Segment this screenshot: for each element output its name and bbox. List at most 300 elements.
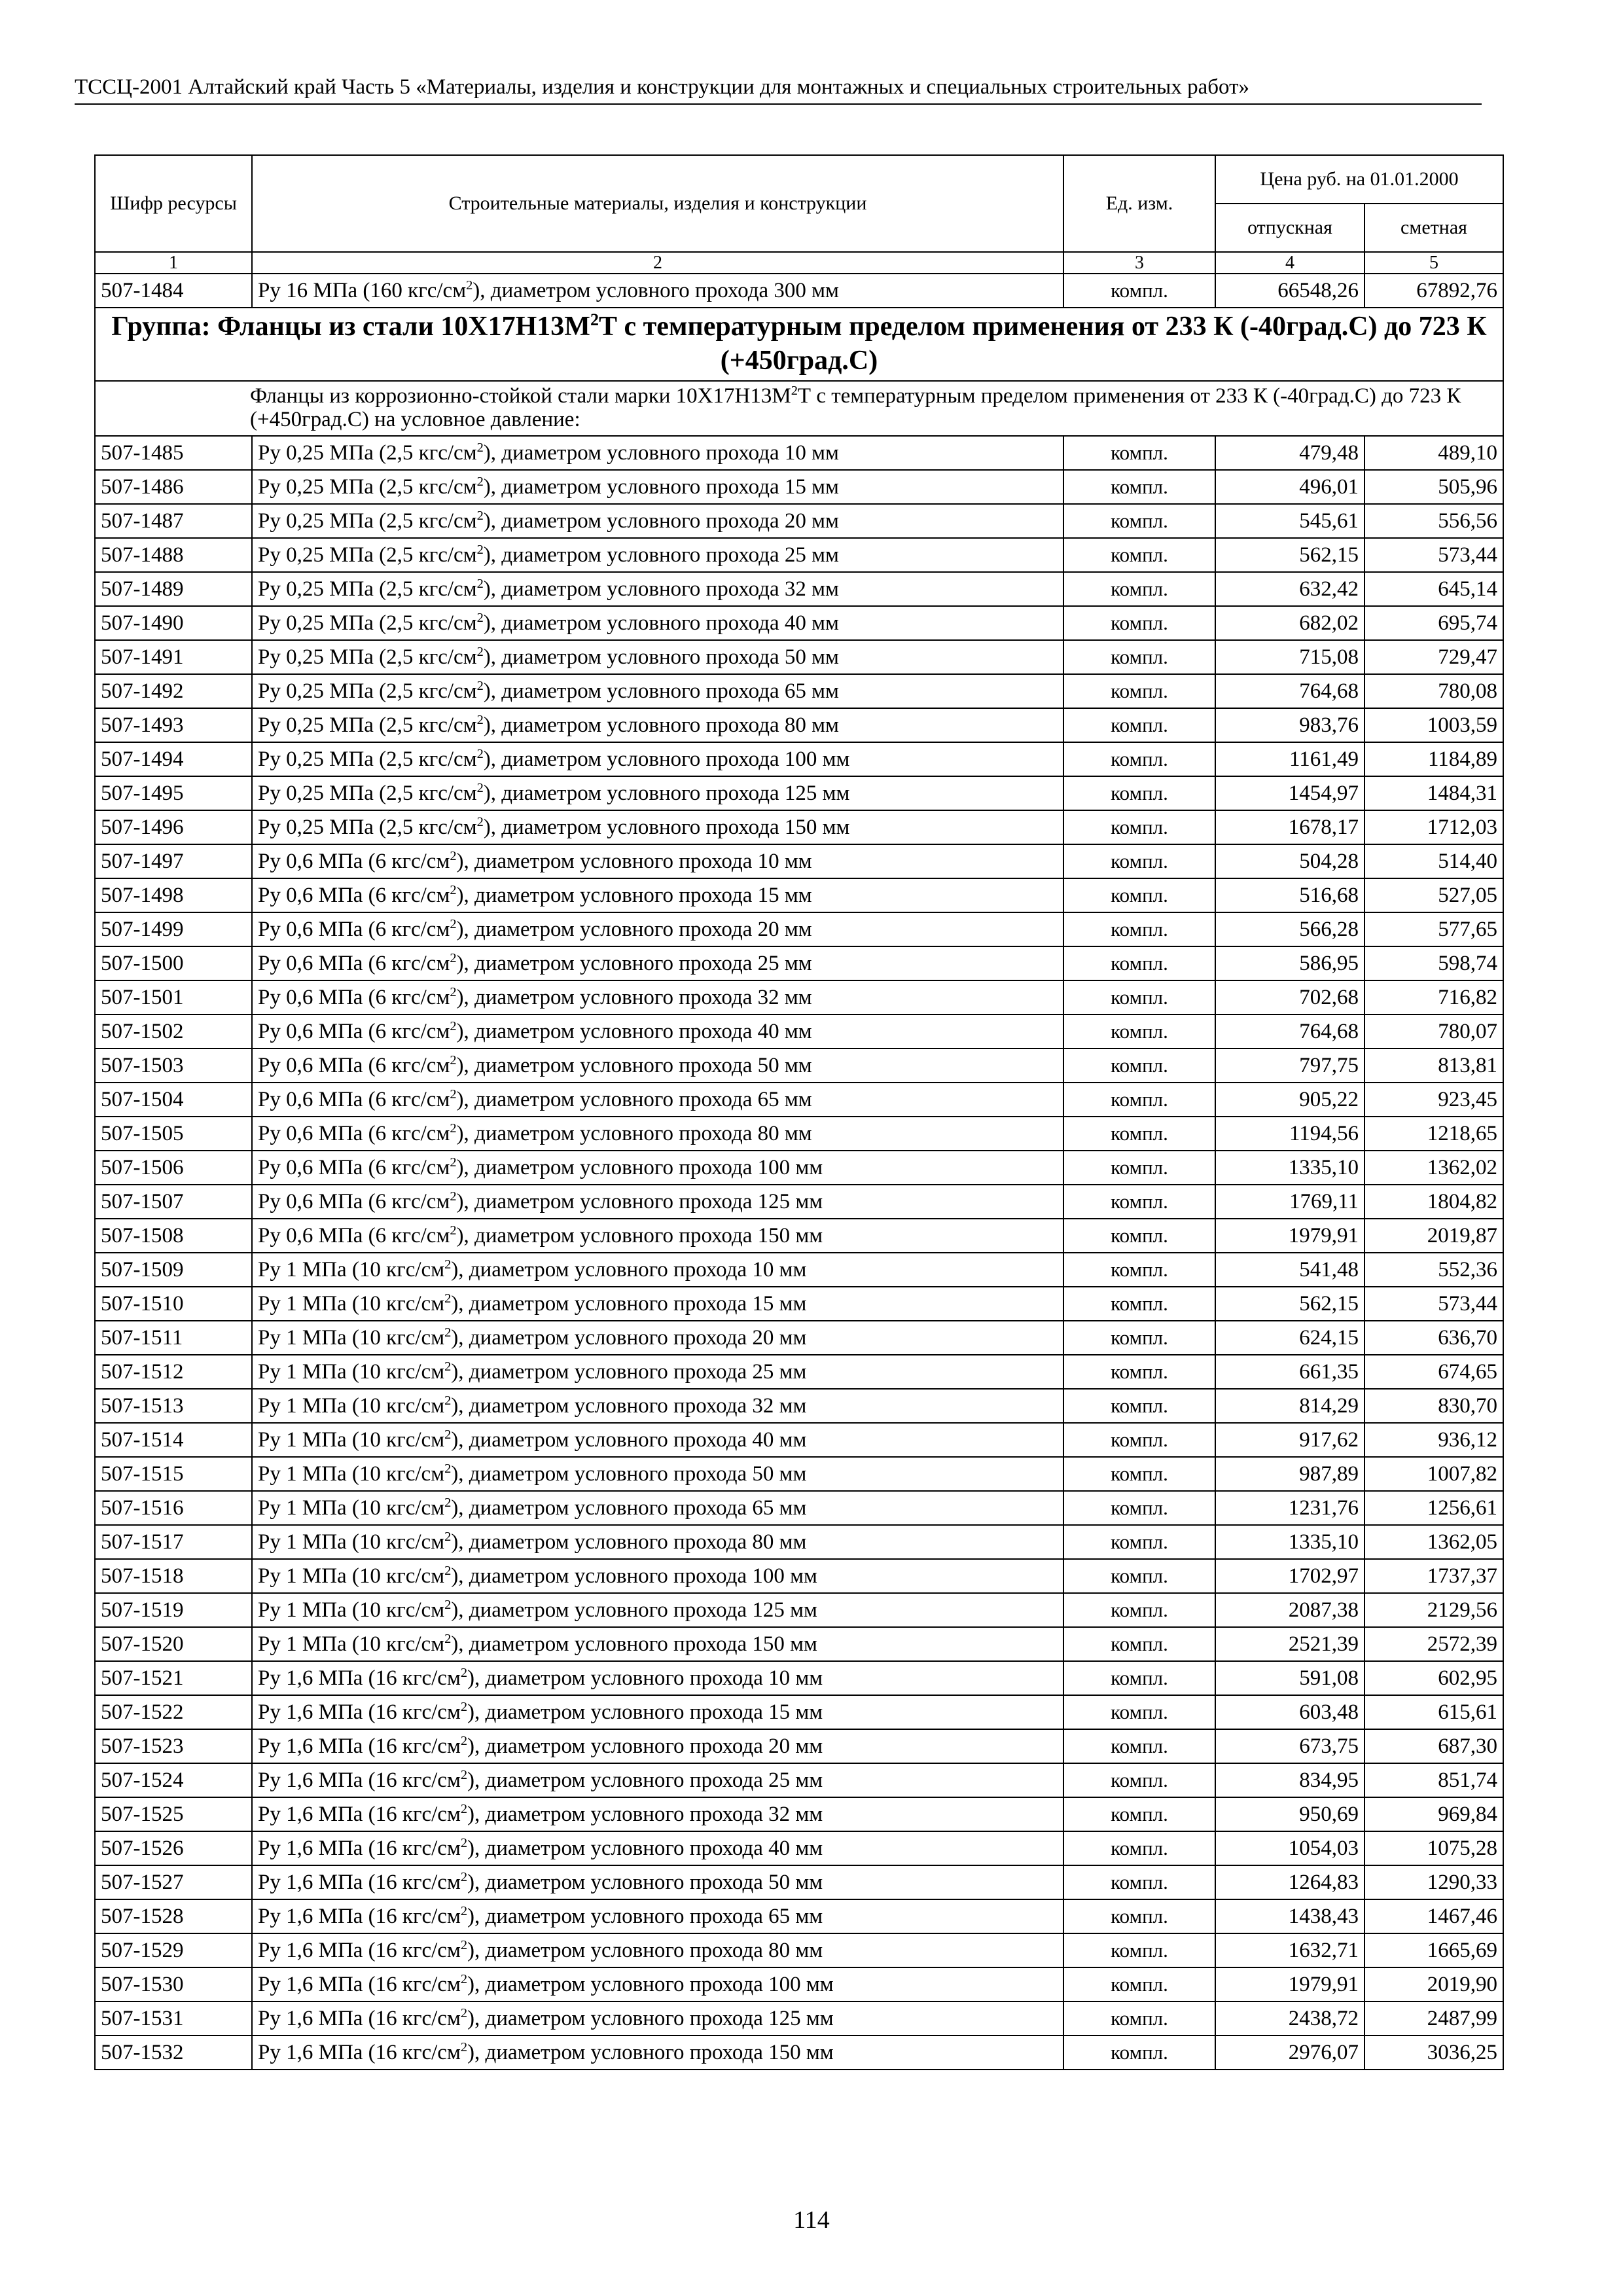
release-price: 715,08 (1215, 640, 1364, 674)
release-price: 66548,26 (1215, 274, 1364, 308)
resource-code: 507-1509 (95, 1253, 252, 1287)
release-price: 2087,38 (1215, 1593, 1364, 1627)
release-price: 673,75 (1215, 1729, 1364, 1763)
release-price: 2438,72 (1215, 2001, 1364, 2036)
table-row (95, 470, 1503, 504)
resource-code: 507-1485 (95, 436, 252, 470)
unit: компл. (1063, 1899, 1215, 1933)
resource-code: 507-1521 (95, 1661, 252, 1695)
table-row (95, 742, 1503, 776)
resource-code: 507-1506 (95, 1151, 252, 1185)
material-name: Ру 0,6 МПа (6 кгс/$см^2$), диаметром условного прохода 25 мм (252, 946, 1063, 980)
header-rule (75, 103, 1482, 105)
material-name: Ру 0,6 МПа (6 кгс/$см^2$), диаметром условного прохода 20 мм (252, 912, 1063, 946)
material-name: Ру 0,25 МПа (2,5 кгс/$см^2$), диаметром условного прохода 32 мм (252, 572, 1063, 606)
resource-code: 507-1530 (95, 1967, 252, 2001)
release-price: 624,15 (1215, 1321, 1364, 1355)
unit: компл. (1063, 640, 1215, 674)
resource-code: 507-1500 (95, 946, 252, 980)
material-name: Ру 1,6 МПа (16 кгс/$см^2$), диаметром условного прохода 20 мм (252, 1729, 1063, 1763)
unit: компл. (1063, 1185, 1215, 1219)
release-price: 2976,07 (1215, 2036, 1364, 2070)
document-header: ТССЦ-2001 Алтайский край Часть 5 «Материалы, изделия и конструкции для монтажных и специальных строительных работ» (75, 75, 1250, 99)
material-name: Ру 1,6 МПа (16 кгс/$см^2$), диаметром условного прохода 100 мм (252, 1967, 1063, 2001)
material-name: Ру 1,6 МПа (16 кгс/$см^2$), диаметром условного прохода 150 мм (252, 2036, 1063, 2070)
estimate-price: 1075,28 (1364, 1831, 1503, 1865)
material-name: Ру 1,6 МПа (16 кгс/$см^2$), диаметром условного прохода 80 мм (252, 1933, 1063, 1967)
unit: компл. (1063, 1695, 1215, 1729)
material-name: Ру 1 МПа (10 кгс/$см^2$), диаметром условного прохода 50 мм (252, 1457, 1063, 1491)
unit: компл. (1063, 1797, 1215, 1831)
estimate-price: 2019,87 (1364, 1219, 1503, 1253)
resource-code: 507-1531 (95, 2001, 252, 2036)
unit: компл. (1063, 1355, 1215, 1389)
unit: компл. (1063, 1219, 1215, 1253)
resource-code: 507-1523 (95, 1729, 252, 1763)
unit: компл. (1063, 776, 1215, 810)
release-price: 1264,83 (1215, 1865, 1364, 1899)
group-title-row (95, 308, 1503, 381)
release-price: 562,15 (1215, 1287, 1364, 1321)
resource-code: 507-1519 (95, 1593, 252, 1627)
estimate-price: 1737,37 (1364, 1559, 1503, 1593)
group-intro: Фланцы из коррозионно-стойкой стали марки $10Х17Н13М^2Т$ с температурным пределом применения от 233 К (-40град.С) до 723 К (+450град.С) на условное давление: (95, 381, 1503, 436)
estimate-price: 830,70 (1364, 1389, 1503, 1423)
table-row (95, 1287, 1503, 1321)
release-price: 496,01 (1215, 470, 1364, 504)
unit: компл. (1063, 1117, 1215, 1151)
estimate-price: 573,44 (1364, 538, 1503, 572)
material-name: Ру 1,6 МПа (16 кгс/$см^2$), диаметром условного прохода 25 мм (252, 1763, 1063, 1797)
material-name: Ру 1 МПа (10 кгс/$см^2$), диаметром условного прохода 40 мм (252, 1423, 1063, 1457)
table-row (95, 1083, 1503, 1117)
group-title: Группа: Фланцы из стали $10Х17Н13М^2Т$ с температурным пределом применения от 233 К (-40град.С) до 723 К (+450град.С) (95, 308, 1503, 381)
column-number: 1 (95, 252, 252, 274)
resource-code: 507-1490 (95, 606, 252, 640)
resource-code: 507-1524 (95, 1763, 252, 1797)
estimate-price: 716,82 (1364, 980, 1503, 1014)
release-price: 1632,71 (1215, 1933, 1364, 1967)
unit: компл. (1063, 1457, 1215, 1491)
table-row (95, 1151, 1503, 1185)
unit: компл. (1063, 1049, 1215, 1083)
table-row (95, 1865, 1503, 1899)
estimate-price: 598,74 (1364, 946, 1503, 980)
resource-code: 507-1512 (95, 1355, 252, 1389)
resource-code: 507-1510 (95, 1287, 252, 1321)
material-name: Ру 0,25 МПа (2,5 кгс/$см^2$), диаметром условного прохода 100 мм (252, 742, 1063, 776)
release-price: 562,15 (1215, 538, 1364, 572)
unit: компл. (1063, 1321, 1215, 1355)
material-name: Ру 1,6 МПа (16 кгс/$см^2$), диаметром условного прохода 10 мм (252, 1661, 1063, 1695)
table-row (95, 1321, 1503, 1355)
unit: компл. (1063, 1253, 1215, 1287)
estimate-price: 1003,59 (1364, 708, 1503, 742)
unit: компл. (1063, 572, 1215, 606)
unit: компл. (1063, 742, 1215, 776)
header-price: Цена руб. на 01.01.2000 (1215, 155, 1503, 204)
resource-code: 507-1522 (95, 1695, 252, 1729)
unit: компл. (1063, 538, 1215, 572)
resource-code: 507-1494 (95, 742, 252, 776)
column-number: 5 (1364, 252, 1503, 274)
material-name: Ру 0,25 МПа (2,5 кгс/$см^2$), диаметром условного прохода 150 мм (252, 810, 1063, 844)
table-row (95, 946, 1503, 980)
estimate-price: 936,12 (1364, 1423, 1503, 1457)
resource-code: 507-1496 (95, 810, 252, 844)
unit: компл. (1063, 1151, 1215, 1185)
page-number: 114 (793, 2206, 830, 2234)
unit: компл. (1063, 878, 1215, 912)
table-row (95, 1389, 1503, 1423)
release-price: 814,29 (1215, 1389, 1364, 1423)
material-name: Ру 0,25 МПа (2,5 кгс/$см^2$), диаметром условного прохода 65 мм (252, 674, 1063, 708)
resource-code: 507-1526 (95, 1831, 252, 1865)
group-intro-row (95, 381, 1503, 436)
resource-code: 507-1497 (95, 844, 252, 878)
resource-code: 507-1507 (95, 1185, 252, 1219)
material-name: Ру 1 МПа (10 кгс/$см^2$), диаметром условного прохода 65 мм (252, 1491, 1063, 1525)
material-name: Ру 1 МПа (10 кгс/$см^2$), диаметром условного прохода 20 мм (252, 1321, 1063, 1355)
unit: компл. (1063, 606, 1215, 640)
material-name: Ру 1 МПа (10 кгс/$см^2$), диаметром условного прохода 80 мм (252, 1525, 1063, 1559)
resource-code: 507-1486 (95, 470, 252, 504)
estimate-price: 577,65 (1364, 912, 1503, 946)
resource-code: 507-1484 (95, 274, 252, 308)
estimate-price: 514,40 (1364, 844, 1503, 878)
table-row (95, 606, 1503, 640)
unit: компл. (1063, 274, 1215, 308)
release-price: 834,95 (1215, 1763, 1364, 1797)
estimate-price: 645,14 (1364, 572, 1503, 606)
material-name: Ру 1,6 МПа (16 кгс/$см^2$), диаметром условного прохода 125 мм (252, 2001, 1063, 2036)
resource-code: 507-1516 (95, 1491, 252, 1525)
resource-code: 507-1514 (95, 1423, 252, 1457)
table-row (95, 1491, 1503, 1525)
estimate-price: 2129,56 (1364, 1593, 1503, 1627)
table-row (95, 844, 1503, 878)
unit: компл. (1063, 1831, 1215, 1865)
table-row (95, 572, 1503, 606)
resource-code: 507-1493 (95, 708, 252, 742)
estimate-price: 1256,61 (1364, 1491, 1503, 1525)
estimate-price: 602,95 (1364, 1661, 1503, 1695)
material-name: Ру 0,6 МПа (6 кгс/$см^2$), диаметром условного прохода 40 мм (252, 1014, 1063, 1049)
release-price: 987,89 (1215, 1457, 1364, 1491)
material-name: Ру 0,25 МПа (2,5 кгс/$см^2$), диаметром условного прохода 10 мм (252, 436, 1063, 470)
estimate-price: 2572,39 (1364, 1627, 1503, 1661)
estimate-price: 729,47 (1364, 640, 1503, 674)
column-number: 2 (252, 252, 1063, 274)
column-number-row (95, 252, 1503, 274)
table-row (95, 1457, 1503, 1491)
material-name: Ру 0,6 МПа (6 кгс/$см^2$), диаметром условного прохода 10 мм (252, 844, 1063, 878)
estimate-price: 780,08 (1364, 674, 1503, 708)
material-name: Ру 0,6 МПа (6 кгс/$см^2$), диаметром условного прохода 100 мм (252, 1151, 1063, 1185)
unit: компл. (1063, 1083, 1215, 1117)
material-name: Ру 1 МПа (10 кгс/$см^2$), диаметром условного прохода 125 мм (252, 1593, 1063, 1627)
resource-code: 507-1501 (95, 980, 252, 1014)
table-row (95, 1014, 1503, 1049)
estimate-price: 505,96 (1364, 470, 1503, 504)
estimate-price: 573,44 (1364, 1287, 1503, 1321)
estimate-price: 3036,25 (1364, 2036, 1503, 2070)
release-price: 950,69 (1215, 1797, 1364, 1831)
header-unit: Ед. изм. (1063, 155, 1215, 252)
estimate-price: 2487,99 (1364, 2001, 1503, 2036)
release-price: 566,28 (1215, 912, 1364, 946)
estimate-price: 556,56 (1364, 504, 1503, 538)
table-row (95, 1899, 1503, 1933)
estimate-price: 67892,76 (1364, 274, 1503, 308)
release-price: 1335,10 (1215, 1525, 1364, 1559)
table-row (95, 1559, 1503, 1593)
material-name: Ру 0,6 МПа (6 кгс/$см^2$), диаметром условного прохода 15 мм (252, 878, 1063, 912)
table-row (95, 538, 1503, 572)
resource-code: 507-1489 (95, 572, 252, 606)
resource-code: 507-1529 (95, 1933, 252, 1967)
material-name: Ру 0,6 МПа (6 кгс/$см^2$), диаметром условного прохода 125 мм (252, 1185, 1063, 1219)
table-row (95, 1253, 1503, 1287)
unit: компл. (1063, 1525, 1215, 1559)
header-estimate-price: сметная (1364, 204, 1503, 252)
unit: компл. (1063, 674, 1215, 708)
unit: компл. (1063, 2001, 1215, 2036)
table-row (95, 504, 1503, 538)
estimate-price: 851,74 (1364, 1763, 1503, 1797)
resource-code: 507-1492 (95, 674, 252, 708)
estimate-price: 636,70 (1364, 1321, 1503, 1355)
material-name: Ру 0,6 МПа (6 кгс/$см^2$), диаметром условного прохода 32 мм (252, 980, 1063, 1014)
unit: компл. (1063, 1967, 1215, 2001)
unit: компл. (1063, 2036, 1215, 2070)
unit: компл. (1063, 1865, 1215, 1899)
material-name: Ру 1,6 МПа (16 кгс/$см^2$), диаметром условного прохода 15 мм (252, 1695, 1063, 1729)
estimate-price: 1218,65 (1364, 1117, 1503, 1151)
table-row (95, 2036, 1503, 2070)
material-name: Ру 0,25 МПа (2,5 кгс/$см^2$), диаметром условного прохода 20 мм (252, 504, 1063, 538)
estimate-price: 2019,90 (1364, 1967, 1503, 2001)
resource-code: 507-1527 (95, 1865, 252, 1899)
release-price: 479,48 (1215, 436, 1364, 470)
material-name: Ру 0,6 МПа (6 кгс/$см^2$), диаметром условного прохода 150 мм (252, 1219, 1063, 1253)
header-release-price: отпускная (1215, 204, 1364, 252)
release-price: 702,68 (1215, 980, 1364, 1014)
material-name: Ру 1 МПа (10 кгс/$см^2$), диаметром условного прохода 32 мм (252, 1389, 1063, 1423)
release-price: 1231,76 (1215, 1491, 1364, 1525)
release-price: 682,02 (1215, 606, 1364, 640)
material-name: Ру 0,6 МПа (6 кгс/$см^2$), диаметром условного прохода 65 мм (252, 1083, 1063, 1117)
material-name: Ру 1,6 МПа (16 кгс/$см^2$), диаметром условного прохода 65 мм (252, 1899, 1063, 1933)
table-row (95, 2001, 1503, 2036)
resource-code: 507-1504 (95, 1083, 252, 1117)
table-row (95, 1423, 1503, 1457)
column-number: 4 (1215, 252, 1364, 274)
unit: компл. (1063, 436, 1215, 470)
header-code: Шифр ресурсы (95, 155, 252, 252)
table-row (95, 1627, 1503, 1661)
estimate-price: 1290,33 (1364, 1865, 1503, 1899)
estimate-price: 527,05 (1364, 878, 1503, 912)
estimate-price: 1362,05 (1364, 1525, 1503, 1559)
table-row (95, 1219, 1503, 1253)
estimate-price: 813,81 (1364, 1049, 1503, 1083)
unit: компл. (1063, 1933, 1215, 1967)
column-number: 3 (1063, 252, 1215, 274)
unit: компл. (1063, 1287, 1215, 1321)
release-price: 1454,97 (1215, 776, 1364, 810)
unit: компл. (1063, 1423, 1215, 1457)
resource-code: 507-1525 (95, 1797, 252, 1831)
resource-code: 507-1502 (95, 1014, 252, 1049)
table-row (95, 1593, 1503, 1627)
estimate-price: 780,07 (1364, 1014, 1503, 1049)
material-name: Ру 0,25 МПа (2,5 кгс/$см^2$), диаметром условного прохода 50 мм (252, 640, 1063, 674)
unit: компл. (1063, 844, 1215, 878)
release-price: 1054,03 (1215, 1831, 1364, 1865)
table-row (95, 1049, 1503, 1083)
material-name: Ру 1,6 МПа (16 кгс/$см^2$), диаметром условного прохода 50 мм (252, 1865, 1063, 1899)
unit: компл. (1063, 1389, 1215, 1423)
table-row (95, 1661, 1503, 1695)
material-name: Ру 0,25 МПа (2,5 кгс/$см^2$), диаметром условного прохода 80 мм (252, 708, 1063, 742)
estimate-price: 923,45 (1364, 1083, 1503, 1117)
table-row (95, 980, 1503, 1014)
release-price: 661,35 (1215, 1355, 1364, 1389)
release-price: 603,48 (1215, 1695, 1364, 1729)
table-row (95, 1355, 1503, 1389)
release-price: 1769,11 (1215, 1185, 1364, 1219)
material-name: Ру 16 МПа (160 кгс/$см^2$), диаметром условного прохода 300 мм (252, 274, 1063, 308)
estimate-price: 674,65 (1364, 1355, 1503, 1389)
estimate-price: 1712,03 (1364, 810, 1503, 844)
resource-code: 507-1499 (95, 912, 252, 946)
unit: компл. (1063, 1559, 1215, 1593)
table-row (95, 274, 1503, 308)
table-row (95, 776, 1503, 810)
table-row (95, 1117, 1503, 1151)
table-row (95, 1831, 1503, 1865)
material-name: Ру 1,6 МПа (16 кгс/$см^2$), диаметром условного прохода 40 мм (252, 1831, 1063, 1865)
resource-code: 507-1517 (95, 1525, 252, 1559)
resource-code: 507-1503 (95, 1049, 252, 1083)
release-price: 1335,10 (1215, 1151, 1364, 1185)
material-name: Ру 1 МПа (10 кгс/$см^2$), диаметром условного прохода 15 мм (252, 1287, 1063, 1321)
release-price: 1194,56 (1215, 1117, 1364, 1151)
release-price: 1161,49 (1215, 742, 1364, 776)
release-price: 541,48 (1215, 1253, 1364, 1287)
release-price: 917,62 (1215, 1423, 1364, 1457)
release-price: 764,68 (1215, 674, 1364, 708)
resource-code: 507-1508 (95, 1219, 252, 1253)
material-name: Ру 0,25 МПа (2,5 кгс/$см^2$), диаметром условного прохода 15 мм (252, 470, 1063, 504)
material-name: Ру 1 МПа (10 кгс/$см^2$), диаметром условного прохода 100 мм (252, 1559, 1063, 1593)
table-row (95, 1729, 1503, 1763)
release-price: 1438,43 (1215, 1899, 1364, 1933)
unit: компл. (1063, 1627, 1215, 1661)
release-price: 983,76 (1215, 708, 1364, 742)
unit: компл. (1063, 1491, 1215, 1525)
resource-code: 507-1488 (95, 538, 252, 572)
estimate-price: 1362,02 (1364, 1151, 1503, 1185)
resource-code: 507-1528 (95, 1899, 252, 1933)
estimate-price: 695,74 (1364, 606, 1503, 640)
resource-code: 507-1515 (95, 1457, 252, 1491)
release-price: 632,42 (1215, 572, 1364, 606)
unit: компл. (1063, 470, 1215, 504)
unit: компл. (1063, 1729, 1215, 1763)
table-row (95, 708, 1503, 742)
unit: компл. (1063, 504, 1215, 538)
release-price: 2521,39 (1215, 1627, 1364, 1661)
table-body (95, 252, 1503, 2070)
release-price: 591,08 (1215, 1661, 1364, 1695)
table-row (95, 1185, 1503, 1219)
table-row (95, 1933, 1503, 1967)
release-price: 586,95 (1215, 946, 1364, 980)
unit: компл. (1063, 1661, 1215, 1695)
resource-code: 507-1511 (95, 1321, 252, 1355)
resource-code: 507-1491 (95, 640, 252, 674)
material-name: Ру 0,25 МПа (2,5 кгс/$см^2$), диаметром условного прохода 125 мм (252, 776, 1063, 810)
release-price: 1979,91 (1215, 1967, 1364, 2001)
estimate-price: 1804,82 (1364, 1185, 1503, 1219)
release-price: 545,61 (1215, 504, 1364, 538)
table-row (95, 674, 1503, 708)
material-name: Ру 0,25 МПа (2,5 кгс/$см^2$), диаметром условного прохода 40 мм (252, 606, 1063, 640)
material-name: Ру 0,6 МПа (6 кгс/$см^2$), диаметром условного прохода 50 мм (252, 1049, 1063, 1083)
table-row (95, 810, 1503, 844)
resource-code: 507-1487 (95, 504, 252, 538)
table-row (95, 878, 1503, 912)
estimate-price: 1467,46 (1364, 1899, 1503, 1933)
estimate-price: 615,61 (1364, 1695, 1503, 1729)
table-row (95, 912, 1503, 946)
estimate-price: 969,84 (1364, 1797, 1503, 1831)
release-price: 1678,17 (1215, 810, 1364, 844)
estimate-price: 552,36 (1364, 1253, 1503, 1287)
estimate-price: 1184,89 (1364, 742, 1503, 776)
resource-code: 507-1505 (95, 1117, 252, 1151)
material-name: Ру 1 МПа (10 кгс/$см^2$), диаметром условного прохода 10 мм (252, 1253, 1063, 1287)
resource-code: 507-1532 (95, 2036, 252, 2070)
unit: компл. (1063, 708, 1215, 742)
unit: компл. (1063, 810, 1215, 844)
release-price: 797,75 (1215, 1049, 1364, 1083)
unit: компл. (1063, 1593, 1215, 1627)
release-price: 905,22 (1215, 1083, 1364, 1117)
table-row (95, 1695, 1503, 1729)
material-name: Ру 1,6 МПа (16 кгс/$см^2$), диаметром условного прохода 32 мм (252, 1797, 1063, 1831)
table-row (95, 1525, 1503, 1559)
unit: компл. (1063, 1763, 1215, 1797)
unit: компл. (1063, 1014, 1215, 1049)
release-price: 764,68 (1215, 1014, 1364, 1049)
estimate-price: 1007,82 (1364, 1457, 1503, 1491)
table-row (95, 436, 1503, 470)
release-price: 1979,91 (1215, 1219, 1364, 1253)
material-name: Ру 1 МПа (10 кгс/$см^2$), диаметром условного прохода 25 мм (252, 1355, 1063, 1389)
header-name: Строительные материалы, изделия и конструкции (252, 155, 1063, 252)
resource-code: 507-1495 (95, 776, 252, 810)
table-row (95, 1797, 1503, 1831)
estimate-price: 489,10 (1364, 436, 1503, 470)
unit: компл. (1063, 946, 1215, 980)
price-table (94, 154, 1504, 2070)
release-price: 504,28 (1215, 844, 1364, 878)
resource-code: 507-1518 (95, 1559, 252, 1593)
estimate-price: 1484,31 (1364, 776, 1503, 810)
